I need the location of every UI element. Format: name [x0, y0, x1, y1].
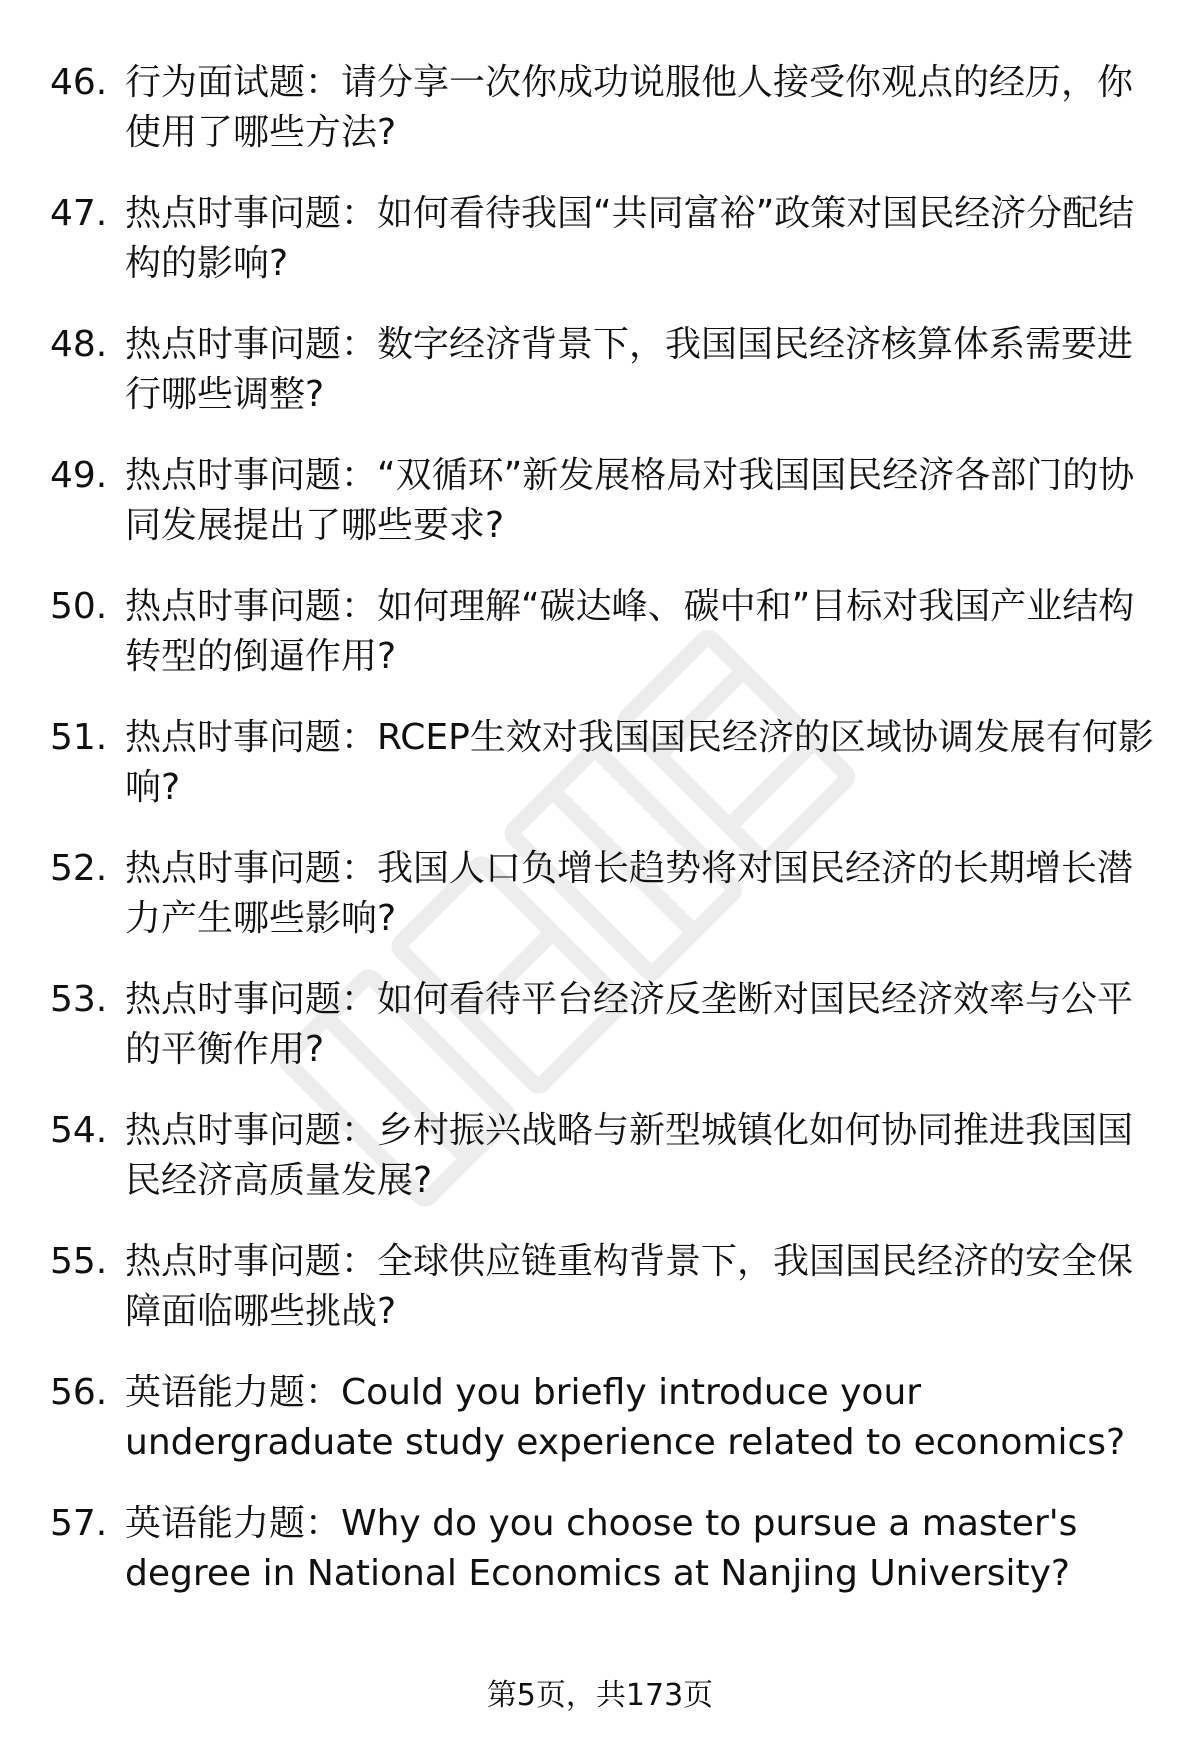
- question-item: [50, 713, 1160, 825]
- question-text: 热点时事问题：我国人口负增长趋势将对国民经济的长期增长潜力产生哪些影响?: [125, 848, 1134, 939]
- question-text: 热点时事问题：如何看待平台经济反垄断对国民经济效率与公平的平衡作用?: [125, 979, 1134, 1070]
- question-number: 46.: [50, 62, 108, 103]
- question-text: 热点时事问题：如何看待我国“共同富裕”政策对国民经济分配结构的影响?: [125, 193, 1135, 284]
- question-number: 52.: [50, 848, 108, 889]
- question-text: 热点时事问题：RCEP生效对我国国民经济的区域协调发展有何影响?: [125, 717, 1154, 808]
- question-item: [50, 189, 1160, 301]
- question-text: 热点时事问题：乡村振兴战略与新型城镇化如何协同推进我国国民经济高质量发展?: [125, 1110, 1134, 1201]
- question-item: [50, 451, 1160, 563]
- question-number: 54.: [50, 1110, 108, 1151]
- question-text: 热点时事问题：数字经济背景下，我国国民经济核算体系需要进行哪些调整?: [125, 324, 1134, 415]
- question-item: [50, 975, 1160, 1087]
- question-item: [50, 1237, 1160, 1349]
- question-number: 51.: [50, 717, 108, 758]
- question-item: [50, 58, 1160, 170]
- question-item: [50, 1106, 1160, 1218]
- question-item: [50, 582, 1160, 694]
- question-list: [50, 58, 1160, 1630]
- question-text: 热点时事问题：全球供应链重构背景下，我国国民经济的安全保障面临哪些挑战?: [125, 1241, 1134, 1332]
- question-text: 热点时事问题：如何理解“碳达峰、碳中和”目标对我国产业结构转型的倒逼作用?: [125, 586, 1135, 677]
- question-item: [50, 1368, 1160, 1480]
- question-number: 56.: [50, 1372, 108, 1413]
- page-number-footer: 第5页，共173页: [486, 1678, 714, 1713]
- question-number: 50.: [50, 586, 108, 627]
- question-number: 57.: [50, 1503, 108, 1544]
- question-number: 47.: [50, 193, 108, 234]
- question-text: 热点时事问题：“双循环”新发展格局对我国国民经济各部门的协同发展提出了哪些要求?: [125, 455, 1135, 546]
- question-text: 英语能力题：Why do you choose to pursue a master's degree in National Economics at Nanjing University?: [125, 1503, 1078, 1594]
- question-item: [50, 320, 1160, 432]
- question-number: 48.: [50, 324, 108, 365]
- question-number: 55.: [50, 1241, 108, 1282]
- question-item: [50, 844, 1160, 956]
- question-text: 英语能力题：Could you briefly introduce your undergraduate study experience related to economics?: [125, 1372, 1126, 1463]
- question-number: 49.: [50, 455, 108, 496]
- question-number: 53.: [50, 979, 108, 1020]
- question-item: [50, 1499, 1160, 1611]
- question-text: 行为面试题：请分享一次你成功说服他人接受你观点的经历，你使用了哪些方法?: [125, 62, 1134, 153]
